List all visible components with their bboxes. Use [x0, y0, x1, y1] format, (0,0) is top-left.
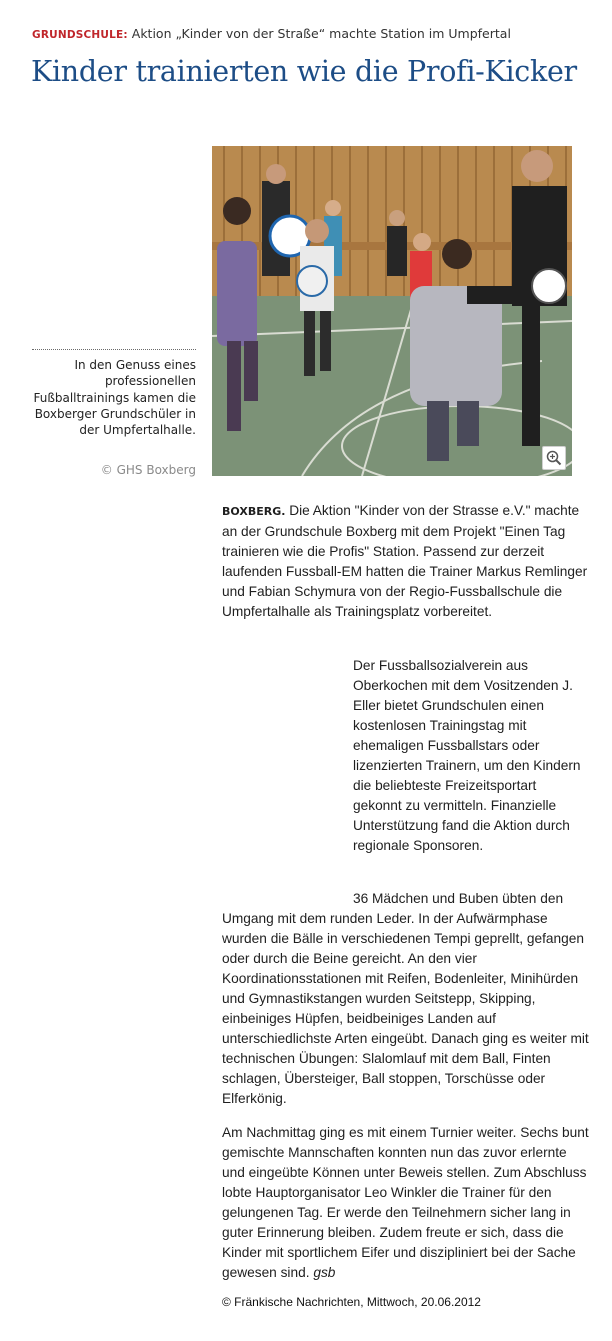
author-signature: gsb — [313, 1265, 336, 1280]
dateline: BOXBERG. — [222, 505, 286, 518]
paragraph-1-text: Die Aktion "Kinder von der Strasse e.V." machte an der Grundschule Boxberg mit dem Projekt "Einen Tag trainieren wie die Profis" Station. Passend zur derzeit laufenden Fussball-EM hatten die Trainer Markus Remlinger und Fabian Schymura von der Regio-Fussballschule die Umpfertalhalle als Trainingsplatz vorbereitet. — [222, 503, 588, 619]
article-subtitle: Aktion „Kinder von der Straße“ machte Station im Umpfertal — [131, 26, 511, 41]
section-rubric: GRUNDSCHULE: — [32, 29, 128, 41]
magnifier-plus-icon — [543, 447, 565, 469]
photo-credit: © GHS Boxberg — [100, 463, 196, 477]
article-photo — [212, 146, 572, 476]
photo-caption: In den Genuss eines professionellen Fußballtrainings kamen die Boxberger Grundschüler in der Umpfertalhalle. — [33, 358, 196, 438]
article-paragraph-2: Der Fussballsozialverein aus Oberkochen mit dem Vositzenden J. Eller bietet Grundschulen einen kostenlosen Trainingstag mit ehemaligen Fussballstars oder lizenzierten Trainern, um den Kindern die beliebteste Freizeitsportart gekonnt zu vermitteln. Finanzielle Unterstützung fand die Aktion durch regionale Sponsoren. — [353, 658, 581, 853]
article-paragraph-3: 36 Mädchen und Buben übten den Umgang mit dem runden Leder. In der Aufwärmphase wurden die Bälle in verschiedenen Tempi geprellt, gefangen oder durch die Beine gereicht. An den vier Koordinationsstationen mit Reifen, Bodenleiter, Minihürden und Gymnastikstangen wurden Seitstepp, Skipping, einbeiniges Hüpfen, beidbeiniges Landen auf unterschiedlichste Arten eingeübt. Danach ging es weiter mit technischen Übungen: Slalomlauf mit dem Ball, Finten schlagen, Übersteiger, Ball stoppen, Torschüsse oder Elferkönig. — [222, 891, 589, 1106]
photo-zoom-button[interactable] — [542, 446, 566, 470]
photo-illustration — [212, 146, 572, 476]
article-kicker — [32, 26, 602, 41]
article-paragraph-1 — [222, 501, 592, 622]
paragraph-4-text: Am Nachmittag ging es mit einem Turnier weiter. Sechs bunt gemischte Mannschaften konnten nun das zuvor erlernte und eingeübte Können unter Beweis stellen. Zum Abschluss lobte Hauptorganisator Leo Winkler die Trainer für den gelungenen Tag. Er werde den Teilnehmern sicher lang in guter Erinnerung bleiben. Zudem freute er sich, dass die Kinder mit sportlichem Eifer und diszipliniert bei der Sache gewesen sind. — [222, 1125, 589, 1280]
article-headline: Kinder trainierten wie die Profi-Kicker — [31, 55, 577, 88]
caption-divider — [32, 349, 196, 350]
article-paragraph-4 — [222, 1123, 592, 1283]
source-footer: © Fränkische Nachrichten, Mittwoch, 20.06.2012 — [222, 1295, 481, 1309]
